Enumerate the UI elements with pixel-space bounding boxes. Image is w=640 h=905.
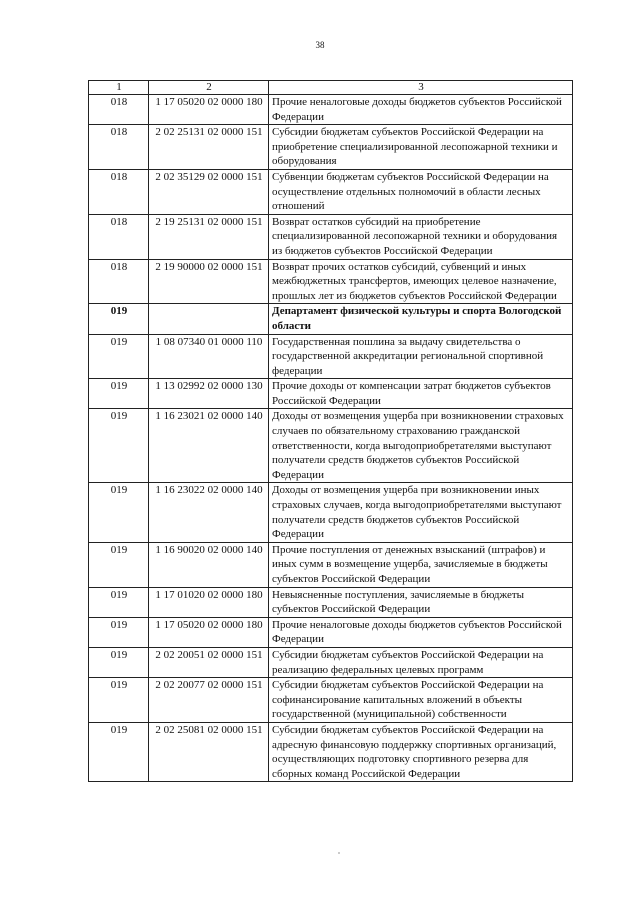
scan-artifact [338,852,340,854]
table-body [89,95,573,782]
income-name-cell: Доходы от возмещения ущерба при возникновении иных страховых случаев, когда выгодоприобретателями выступают получатели средств бюджетов субъектов Российской Федерации [269,483,573,542]
admin-code-cell: 019 [89,542,149,587]
kbk-code-cell: 1 17 05020 02 0000 180 [149,95,269,125]
income-name-cell: Субсидии бюджетам субъектов Российской Федерации на приобретение специализированной лесопожарной техники и оборудования [269,125,573,170]
table-row [89,334,573,379]
admin-code-cell: 019 [89,647,149,677]
kbk-code-cell: 1 16 90020 02 0000 140 [149,542,269,587]
admin-code-cell: 019 [89,304,149,334]
table-row [89,483,573,542]
table-row [89,379,573,409]
income-name-cell: Субвенции бюджетам субъектов Российской Федерации на осуществление отдельных полномочий в области лесных отношений [269,169,573,214]
kbk-code-cell: 1 16 23021 02 0000 140 [149,409,269,483]
income-name-cell: Государственная пошлина за выдачу свидетельства о государственной аккредитации региональной спортивной федерации [269,334,573,379]
table-row [89,678,573,723]
income-name-cell: Субсидии бюджетам субъектов Российской Федерации на реализацию федеральных целевых программ [269,647,573,677]
income-name-cell: Доходы от возмещения ущерба при возникновении страховых случаев по обязательному страхованию гражданской ответственности, когда выгодоприобретателями выступают получатели средств бюджетов субъектов Российской Федерации [269,409,573,483]
admin-code-cell: 019 [89,587,149,617]
column-header-admin-code: 1 [89,81,149,95]
admin-code-cell: 018 [89,259,149,304]
table-row [89,214,573,259]
kbk-code-cell: 2 19 25131 02 0000 151 [149,214,269,259]
admin-code-cell: 018 [89,169,149,214]
admin-code-cell: 018 [89,125,149,170]
income-name-cell: Возврат остатков субсидий на приобретение специализированной лесопожарной техники и оборудования из бюджетов субъектов Российской Федерации [269,214,573,259]
income-name-cell: Департамент физической культуры и спорта Вологодской области [269,304,573,334]
kbk-code-cell: 1 16 23022 02 0000 140 [149,483,269,542]
income-name-cell: Прочие неналоговые доходы бюджетов субъектов Российской Федерации [269,617,573,647]
admin-code-cell: 019 [89,483,149,542]
income-name-cell: Субсидии бюджетам субъектов Российской Федерации на адресную финансовую поддержку спортивных организаций, осуществляющих подготовку спортивного резерва для сборных команд Российской Федерации [269,722,573,781]
table-row [89,722,573,781]
admin-code-cell: 018 [89,214,149,259]
income-name-cell: Прочие поступления от денежных взысканий (штрафов) и иных сумм в возмещение ущерба, зачисляемые в бюджеты субъектов Российской Федерации [269,542,573,587]
admin-code-cell: 019 [89,722,149,781]
kbk-code-cell: 1 08 07340 01 0000 110 [149,334,269,379]
admin-code-cell: 019 [89,334,149,379]
table-row [89,125,573,170]
table-row [89,542,573,587]
income-name-cell: Возврат прочих остатков субсидий, субвенций и иных межбюджетных трансфертов, имеющих целевое назначение, прошлых лет из бюджетов субъектов Российской Федерации [269,259,573,304]
income-name-cell: Прочие неналоговые доходы бюджетов субъектов Российской Федерации [269,95,573,125]
table-row [89,169,573,214]
kbk-code-cell: 2 02 25131 02 0000 151 [149,125,269,170]
kbk-code-cell: 2 02 25081 02 0000 151 [149,722,269,781]
admin-code-cell: 019 [89,379,149,409]
admin-code-cell: 019 [89,409,149,483]
table-row [89,617,573,647]
admin-code-cell: 018 [89,95,149,125]
kbk-code-cell: 2 02 20051 02 0000 151 [149,647,269,677]
income-name-cell: Субсидии бюджетам субъектов Российской Федерации на софинансирование капитальных вложений в объекты государственной (муниципальной) собственности [269,678,573,723]
table-row [89,647,573,677]
kbk-code-cell: 1 13 02992 02 0000 130 [149,379,269,409]
kbk-code-cell: 1 17 05020 02 0000 180 [149,617,269,647]
table-header-row [89,81,573,95]
revenue-classification-table [88,80,573,782]
column-header-kbk: 2 [149,81,269,95]
table-row [89,587,573,617]
department-heading-row [89,304,573,334]
table-row [89,95,573,125]
kbk-code-cell: 2 19 90000 02 0000 151 [149,259,269,304]
admin-code-cell: 019 [89,617,149,647]
kbk-code-cell: 1 17 01020 02 0000 180 [149,587,269,617]
kbk-code-cell [149,304,269,334]
income-name-cell: Невыясненные поступления, зачисляемые в бюджеты субъектов Российской Федерации [269,587,573,617]
kbk-code-cell: 2 02 20077 02 0000 151 [149,678,269,723]
table-row [89,259,573,304]
kbk-code-cell: 2 02 35129 02 0000 151 [149,169,269,214]
table-row [89,409,573,483]
admin-code-cell: 019 [89,678,149,723]
page-number: 38 [315,40,325,50]
income-name-cell: Прочие доходы от компенсации затрат бюджетов субъектов Российской Федерации [269,379,573,409]
column-header-name: 3 [269,81,573,95]
